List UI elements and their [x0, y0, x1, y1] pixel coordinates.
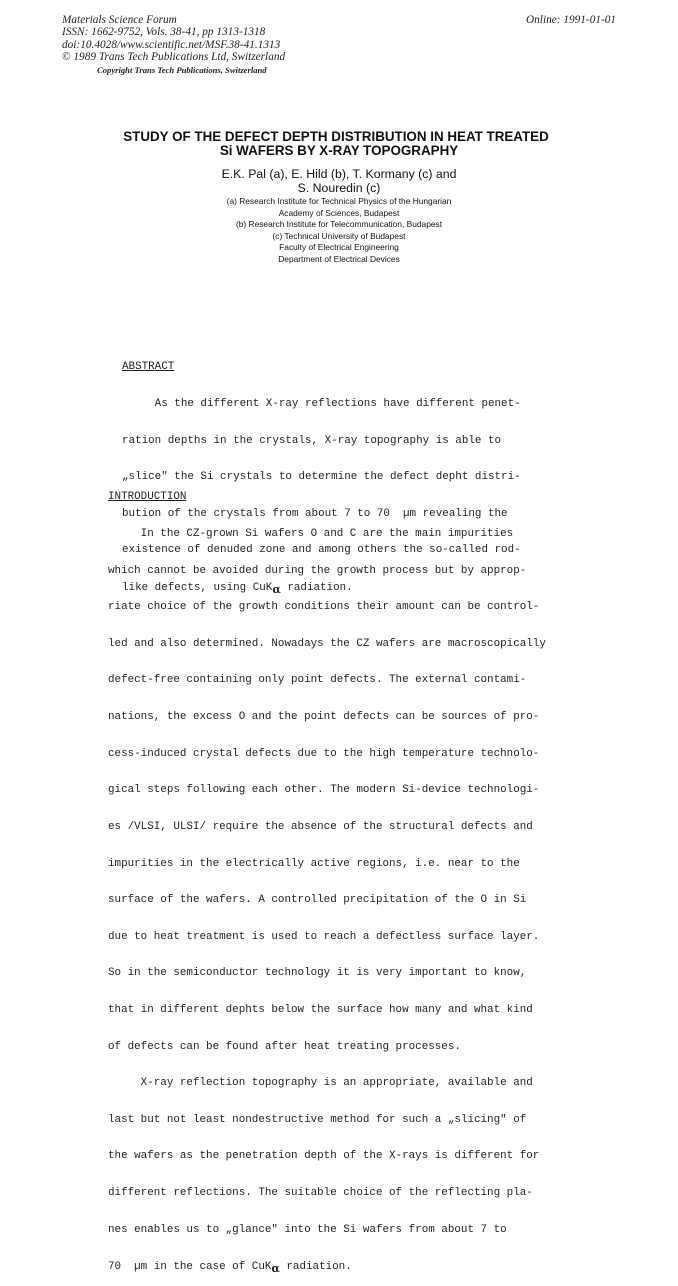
intro-line: defect-free containing only point defects. The external contami-	[108, 674, 527, 687]
affiliation-line: (b) Research Institute for Telecommunication, Budapest	[235, 219, 443, 230]
abstract-line: As the different X-ray reflections have different penet-	[122, 398, 521, 411]
abstract-heading: ABSTRACT	[122, 361, 175, 374]
affiliation-line: (c) Technical University of Budapest	[272, 230, 406, 241]
alpha-subscript: α	[271, 1262, 280, 1276]
intro-line: the wafers as the penetration depth of the X-rays is different for	[108, 1150, 540, 1163]
intro-line: that in different dephts below the surface how many and what kind	[108, 1003, 533, 1016]
intro-line: due to heat treatment is used to reach a defectless surface layer.	[108, 930, 540, 943]
online-date: Online: 1991-01-01	[526, 14, 617, 26]
abstract-line: existence of denuded zone and among others the so-called rod-	[122, 544, 521, 557]
authors-line-2: S. Nouredin (c)	[297, 180, 381, 195]
journal-name: Materials Science Forum	[62, 14, 177, 26]
abstract-line: ration depths in the crystals, X-ray topography is able to	[122, 434, 502, 447]
intro-line: nes enables us to „glance" into the Si wafers from about 7 to	[108, 1223, 507, 1236]
affiliation-line: Academy of Sciences, Budapest	[278, 207, 400, 218]
authors	[0, 168, 678, 195]
abstract-last-suffix: radiation.	[280, 582, 353, 595]
abstract-last-prefix: like defects, using CuK	[122, 582, 273, 595]
affiliations	[0, 196, 678, 266]
abstract-line: „slice" the Si crystals to determine the defect depht distri-	[122, 471, 521, 484]
intro-line: nations, the excess O and the point defects can be sources of pro-	[108, 711, 540, 724]
intro-line: So in the semiconductor technology it is very important to know,	[108, 967, 527, 980]
intro-last-prefix: 70 µm in the case of CuK	[108, 1261, 272, 1274]
title-line-1: STUDY OF THE DEFECT DEPTH DISTRIBUTION IN HEAT TREATED	[123, 129, 549, 144]
intro-line: es /VLSI, ULSI/ require the absence of the structural defects and	[108, 820, 533, 833]
title-line-2: Si WAFERS BY X-RAY TOPOGRAPHY	[219, 143, 459, 158]
intro-line: last but not least nondestructive method for such a „slicing" of	[108, 1113, 527, 1126]
copyright-stamp: Copyright Trans Tech Publications, Switzerland	[97, 65, 267, 75]
intro-line: surface of the wafers. A controlled precipitation of the O in Si	[108, 894, 527, 907]
affiliation-line: Faculty of Electrical Engineering	[279, 242, 399, 253]
intro-line: gical steps following each other. The modern Si-device technologi-	[108, 784, 540, 797]
intro-line: impurities in the electrically active regions, i.e. near to the	[108, 857, 520, 870]
authors-line-1: E.K. Pal (a), E. Hild (b), T. Kormany (c) and	[221, 167, 457, 181]
intro-line: of defects can be found after heat treating processes.	[108, 1040, 461, 1053]
alpha-subscript: α	[272, 583, 281, 597]
intro-last-suffix: radiation.	[279, 1261, 352, 1274]
publisher-line: © 1989 Trans Tech Publications Ltd, Switzerland	[62, 50, 286, 63]
intro-line: led and also determined. Nowadays the CZ wafers are macroscopically	[108, 637, 546, 650]
introduction-heading: INTRODUCTION	[108, 491, 187, 504]
issn-line: ISSN: 1662-9752, Vols. 38-41, pp 1313-1318	[62, 26, 266, 39]
journal-metadata	[62, 14, 285, 63]
paper-title	[0, 130, 678, 158]
intro-line: different reflections. The suitable choice of the reflecting pla-	[108, 1186, 533, 1199]
abstract-line: bution of the crystals from about 7 to 70 µm revealing the	[122, 507, 508, 520]
intro-line: riate choice of the growth conditions their amount can be control-	[108, 601, 540, 614]
intro-line: cess-induced crystal defects due to the high temperature technolo-	[108, 747, 540, 760]
intro-last-line	[108, 1260, 546, 1276]
intro-line: In the CZ-grown Si wafers O and C are the main impurities	[108, 528, 514, 541]
affiliation-line: (a) Research Institute for Technical Physics of the Hungarian	[226, 196, 452, 206]
intro-line: X-ray reflection topography is an appropriate, available and	[108, 1077, 533, 1090]
affiliation-line: Department of Electrical Devices	[278, 253, 400, 264]
intro-line: which cannot be avoided during the growth process but by approp-	[108, 564, 527, 577]
introduction-section	[108, 467, 546, 1286]
doi-line: doi:10.4028/www.scientific.net/MSF.38-41.1313	[62, 38, 281, 51]
